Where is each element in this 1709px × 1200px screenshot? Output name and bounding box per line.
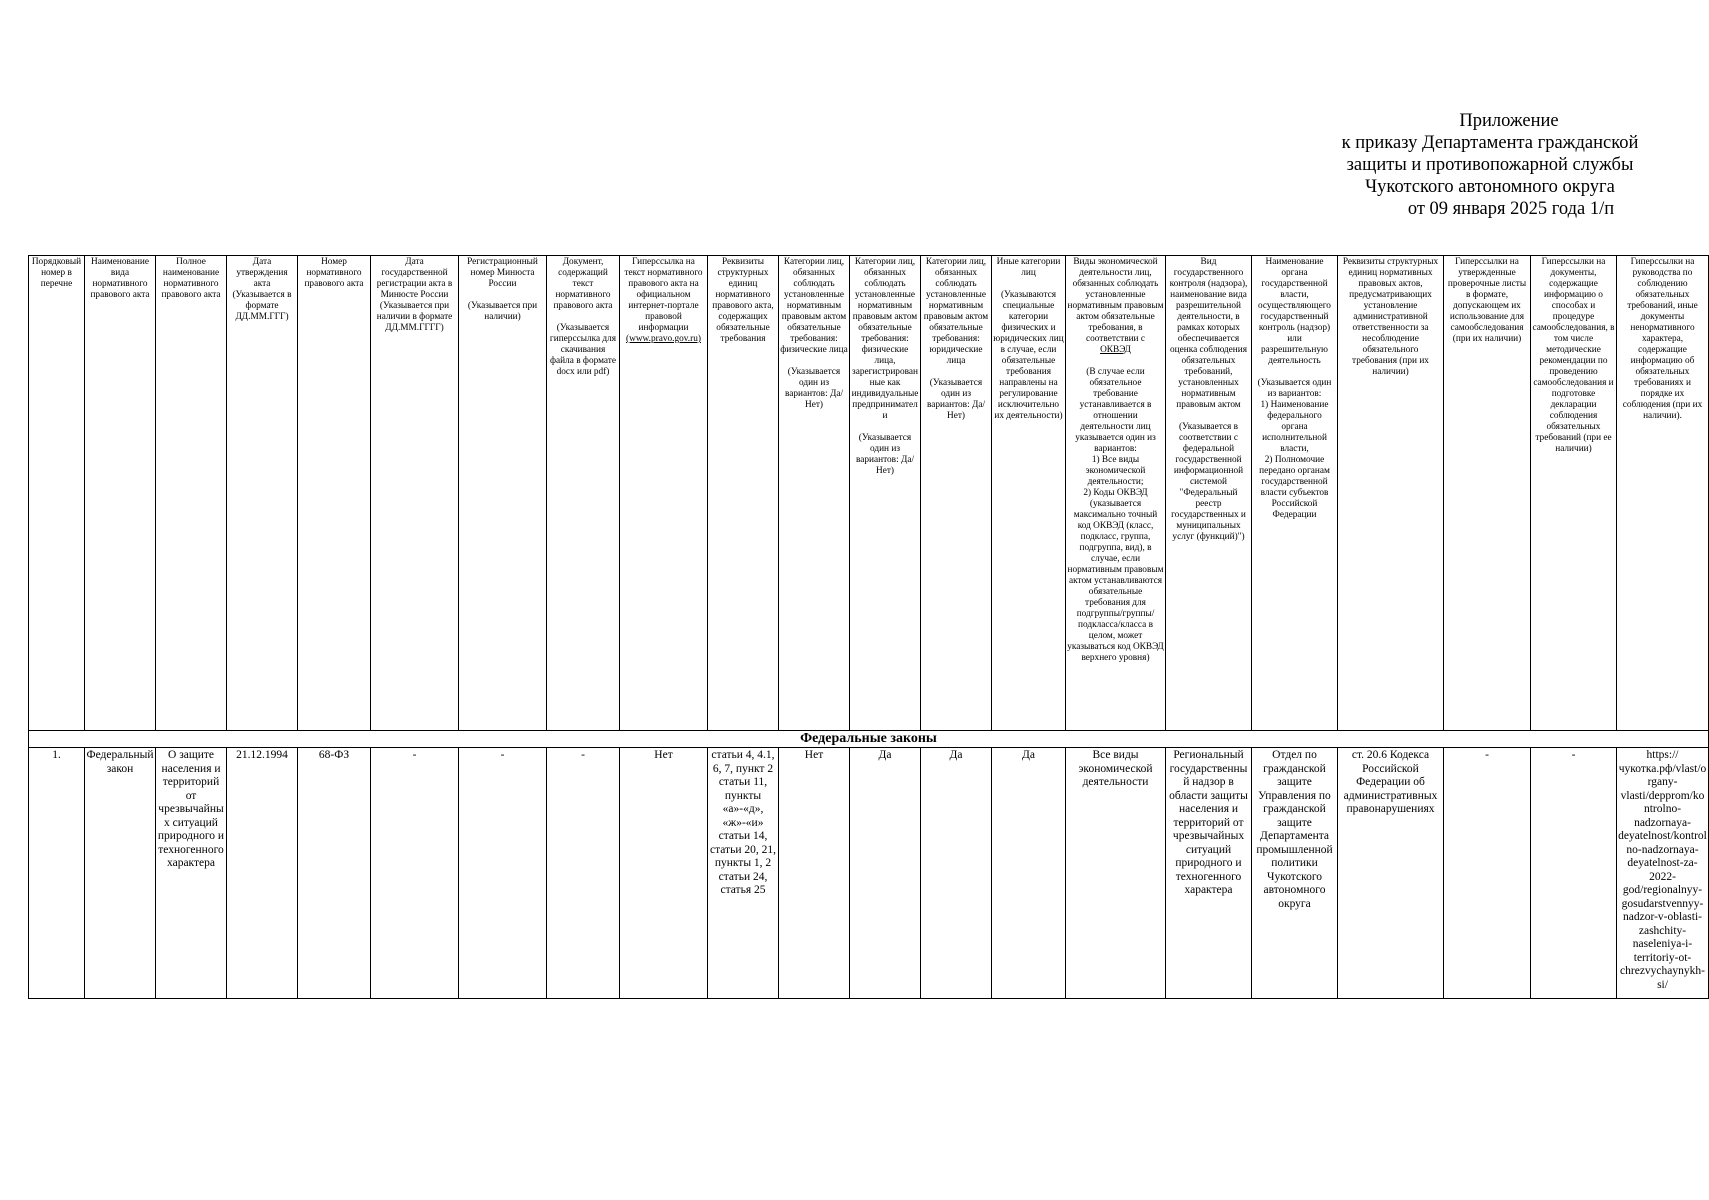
col-header-act-type: Наименование вида нормативного правового акта — [85, 256, 156, 731]
appendix-header — [1300, 110, 1680, 220]
col-header-okved: Виды экономической деятельности лиц, обязанных соблюдать установленные нормативным правовым актом обязательные требования, в соответствии с ОКВЭД (В случае если обязательное требование устанавливается в отношении деятельности лиц указывается один из вариантов: 1) Все виды экономической деятельности; 2) Коды ОКВЭД (указывается максимально точный код ОКВЭД (класс, подкласс, группа, подгруппа, вид), в случае, если нормативным правовым актом устанавливаются обязательные требования для подгруппы/группы/подкласса/класса в целом, может указываться код ОКВЭД верхнего уровня) — [1066, 256, 1166, 731]
appendix-region-line: Чукотского автономного округа — [1365, 177, 1615, 197]
cell-guide-link[interactable]: https://чукотка.рф/vlast/organy-vlasti/depprom/kontrolno-nadzornaya-deyatelnost/kontrolno-nadzornaya-deyatelnost-za-2022-god/regionalnyy-gosudarstvennyy-nadzor-v-oblasti-zashchity-naseleniya-i-territoriy-ot-chrezvychaynykh-si/ — [1617, 748, 1709, 999]
col-header-entrepreneurs: Категории лиц, обязанных соблюдать установленные нормативным правовым актом обязательные требования: физические лица, зарегистрированные как индивидуальные предприниматели (Указывается один из вариантов: Да/Нет) — [850, 256, 921, 731]
cell-liability: ст. 20.6 Кодекса Российской Федерации об административных правонарушениях — [1338, 748, 1444, 999]
cell-entrepreneurs: Да — [850, 748, 921, 999]
col-header-registration-number: Регистрационный номер Минюста России (Указывается при наличии) — [459, 256, 547, 731]
col-header-act-number: Номер нормативного правового акта — [298, 256, 371, 731]
cell-registration-number: - — [459, 748, 547, 999]
appendix-date-line: от 09 января 2025 года 1/п — [1407, 199, 1615, 219]
col-header-approval-date: Дата утверждения акта (Указывается в формате ДД.ММ.ГГГ) — [227, 256, 298, 731]
col-header-liability: Реквизиты структурных единиц нормативных правовых актов, предусматривающих установление административной ответственности за несоблюдение обязательного требования (при их наличии) — [1338, 256, 1444, 731]
appendix-title: Приложение — [1459, 111, 1559, 131]
cell-registration-date: - — [371, 748, 459, 999]
col-header-pravo-link: Гиперссылка на текст нормативного правового акта на официальном интернет-портале правовой информации (www.pravo.gov.ru) — [620, 256, 708, 731]
cell-act-name: О защите населения и территорий от чрезвычайных ситуаций природного и техногенного характера — [156, 748, 227, 999]
appendix-department-line: защиты и противопожарной службы — [1346, 155, 1634, 175]
requirements-table — [28, 255, 1709, 999]
col-header-guides: Гиперссылки на руководства по соблюдению обязательных требований, иные документы ненормативного характера, содержащие информацию об обязательных требованиях и порядке их соблюдения (при их наличии). — [1617, 256, 1709, 731]
col-header-number: Порядковый номер в перечне — [29, 256, 85, 731]
section-row — [29, 731, 1709, 748]
appendix-order-line: к приказу Департамента гражданской — [1341, 133, 1639, 153]
col-header-checklists: Гиперссылки на утвержденные проверочные листы в формате, допускающем их использование для самообследования (при их наличии) — [1444, 256, 1531, 731]
cell-pravo-link: Нет — [620, 748, 708, 999]
cell-okved: Все виды экономической деятельности — [1066, 748, 1166, 999]
cell-act-number: 68-ФЗ — [298, 748, 371, 999]
col-header-act-name: Полное наименование нормативного правового акта — [156, 256, 227, 731]
col-header-other-categories: Иные категории лиц (Указываются специальные категории физических и юридических лиц в случае, если обязательные требования направлены на регулирование исключительно их деятельности) — [992, 256, 1066, 731]
col-header-control-type: Вид государственного контроля (надзора), наименование вида разрешительной деятельности, в рамках которых обеспечивается оценка соблюдения обязательных требований, установленных нормативным правовым актом (Указывается в соответствии с федеральной государственной информационной системой "Федеральный реестр государственных и муниципальных услуг (функций)") — [1166, 256, 1252, 731]
cell-authority: Отдел по гражданской защите Управления по гражданской защите Департамента промышленной политики Чукотского автономного округа — [1252, 748, 1338, 999]
col-header-self-assessment: Гиперссылки на документы, содержащие информацию о способах и процедуре самообследования, в том числе методические рекомендации по проведению самообследования и подготовке декларации соблюдения обязательных требований (при ее наличии) — [1531, 256, 1617, 731]
cell-document: - — [547, 748, 620, 999]
col-header-legal-entities: Категории лиц, обязанных соблюдать установленные нормативным правовым актом обязательные требования: юридические лица (Указывается один из вариантов: Да/Нет) — [921, 256, 992, 731]
col-header-authority: Наименование органа государственной власти, осуществляющего государственный контроль (надзор) или разрешительную деятельность (Указывается один из вариантов: 1) Наименование федерального органа исполнительной власти, 2) Полномочие передано органам государственной власти субъектов Российской Федерации — [1252, 256, 1338, 731]
table-header-row — [29, 256, 1709, 731]
cell-other-categories: Да — [992, 748, 1066, 999]
cell-number: 1. — [29, 748, 85, 999]
col-header-document: Документ, содержащий текст нормативного правового акта (Указывается гиперссылка для скачивания файла в формате docx или pdf) — [547, 256, 620, 731]
cell-structural-units: статьи 4, 4.1, 6, 7, пункт 2 статьи 11, пункты «а»-«д», «ж»-«и» статьи 14, статьи 20, 21, пункты 1, 2 статьи 24, статья 25 — [708, 748, 779, 999]
cell-individuals: Нет — [779, 748, 850, 999]
col-header-structural-units: Реквизиты структурных единиц нормативного правового акта, содержащих обязательные требования — [708, 256, 779, 731]
cell-control-type: Региональный государственный надзор в области защиты населения и территорий от чрезвычайных ситуаций природного и техногенного характера — [1166, 748, 1252, 999]
cell-self-assessment: - — [1531, 748, 1617, 999]
section-title: Федеральные законы — [29, 731, 1709, 748]
table-row — [29, 748, 1709, 999]
cell-approval-date: 21.12.1994 — [227, 748, 298, 999]
col-header-individuals: Категории лиц, обязанных соблюдать установленные нормативным правовым актом обязательные требования: физические лица (Указывается один из вариантов: Да/Нет) — [779, 256, 850, 731]
cell-checklists: - — [1444, 748, 1531, 999]
cell-act-type: Федеральный закон — [85, 748, 156, 999]
cell-legal-entities: Да — [921, 748, 992, 999]
col-header-registration-date: Дата государственной регистрации акта в Минюсте России (Указывается при наличии в формате ДД.ММ.ГГГГ) — [371, 256, 459, 731]
